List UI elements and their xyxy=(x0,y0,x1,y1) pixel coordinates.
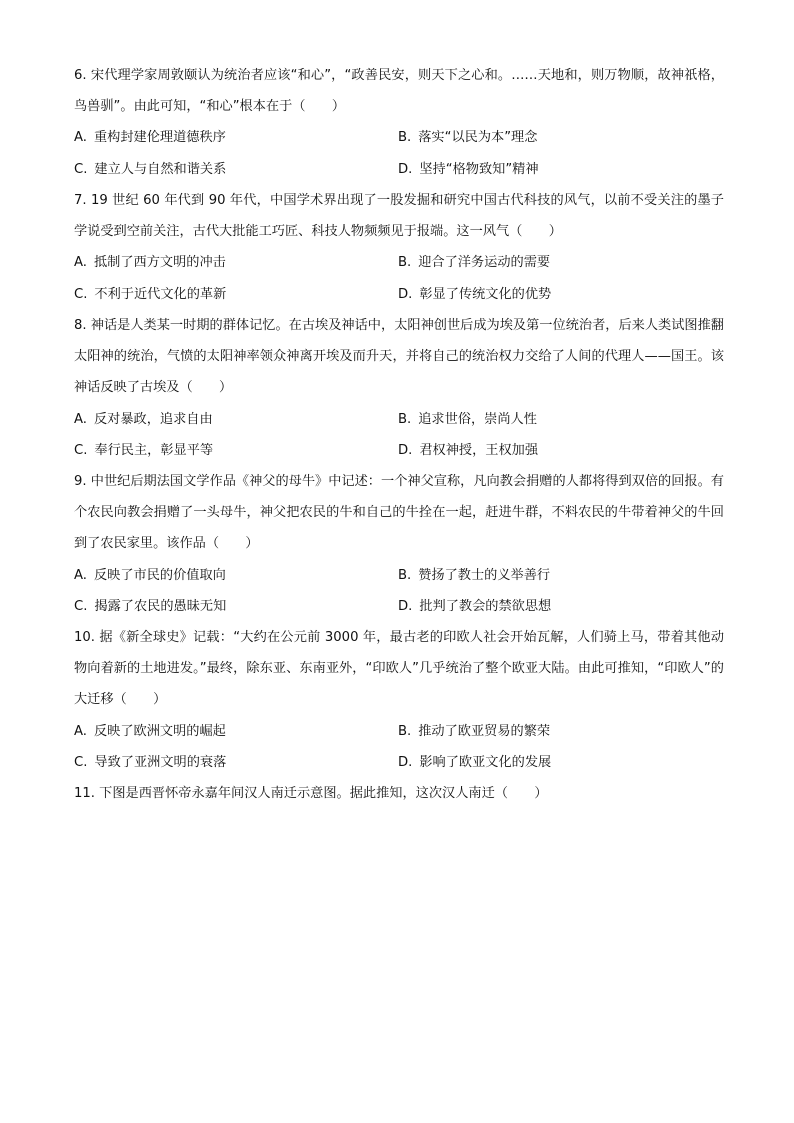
option-c[interactable]: C. 奉行民主，彰显平等 xyxy=(74,442,214,458)
question-8 xyxy=(74,310,724,466)
option-b[interactable]: B. 落实“以民为本”理念 xyxy=(398,130,538,146)
option-a[interactable]: A. 反映了市民的价值取向 xyxy=(74,567,226,583)
options xyxy=(74,404,724,466)
option-d[interactable]: D. 批判了教会的禁欲思想 xyxy=(398,598,552,614)
option-b[interactable]: B. 追求世俗，崇尚人性 xyxy=(398,411,537,427)
option-d[interactable]: D. 影响了欧亚文化的发展 xyxy=(398,754,552,770)
options xyxy=(74,122,724,184)
options xyxy=(74,716,724,778)
option-a[interactable]: A. 重构封建伦理道德秩序 xyxy=(74,130,226,146)
option-c[interactable]: C. 不利于近代文化的革新 xyxy=(74,286,227,302)
question-stem: 10. 据《新全球史》记载：“大约在公元前 3000 年，最古老的印欧人社会开始瓦解，人们骑上马，带着其他动物向着新的土地进发。”最终，除东亚、东南亚外，“印欧人”几乎统治了整个欧亚大陆。由此可推知，“印欧人”的大迁移（ ） xyxy=(74,630,724,708)
option-a[interactable]: A. 反映了欧洲文明的崛起 xyxy=(74,723,226,739)
question-stem: 9. 中世纪后期法国文学作品《神父的母牛》中记述：一个神父宣称，凡向教会捐赠的人都将得到双倍的回报。有个农民向教会捐赠了一头母牛，神父把农民的牛和自己的牛拴在一起，赶进牛群，不料农民的牛带着神父的牛回到了农民家里。该作品（ ） xyxy=(74,474,724,552)
option-c[interactable]: C. 揭露了农民的愚昧无知 xyxy=(74,598,227,614)
question-stem: 6. 宋代理学家周敦颐认为统治者应该“和心”，“政善民安，则天下之心和。……天地和，则万物顺，故神祇格，鸟兽驯”。由此可知，“和心”根本在于（ ） xyxy=(74,68,724,115)
options xyxy=(74,247,724,309)
option-d[interactable]: D. 坚持“格物致知”精神 xyxy=(398,161,539,177)
question-9 xyxy=(74,466,724,622)
option-b[interactable]: B. 赞扬了教士的义举善行 xyxy=(398,567,551,583)
option-a[interactable]: A. 抵制了西方文明的冲击 xyxy=(74,255,226,271)
question-stem: 8. 神话是人类某一时期的群体记忆。在古埃及神话中，太阳神创世后成为埃及第一位统治者，后来人类试图推翻太阳神的统治，气愤的太阳神率领众神离开埃及而升天，并将自己的统治权力交给了人间的代理人——国王。该神话反映了古埃及（ ） xyxy=(74,318,724,396)
option-c[interactable]: C. 导致了亚洲文明的衰落 xyxy=(74,754,227,770)
option-d[interactable]: D. 彰显了传统文化的优势 xyxy=(398,286,552,302)
question-11 xyxy=(74,778,724,809)
options xyxy=(74,560,724,622)
question-10 xyxy=(74,622,724,778)
option-b[interactable]: B. 推动了欧亚贸易的繁荣 xyxy=(398,723,551,739)
option-d[interactable]: D. 君权神授，王权加强 xyxy=(398,442,539,458)
question-6 xyxy=(74,60,724,185)
option-c[interactable]: C. 建立人与自然和谐关系 xyxy=(74,161,227,177)
option-a[interactable]: A. 反对暴政，追求自由 xyxy=(74,411,213,427)
question-7 xyxy=(74,185,724,310)
question-stem: 11. 下图是西晋怀帝永嘉年间汉人南迁示意图。据此推知，这次汉人南迁（ ） xyxy=(74,786,548,801)
question-stem: 7. 19 世纪 60 年代到 90 年代，中国学术界出现了一股发掘和研究中国古代科技的风气，以前不受关注的墨子学说受到空前关注，古代大批能工巧匠、科技人物频频见于报端。这一风气（ ） xyxy=(74,193,724,240)
option-b[interactable]: B. 迎合了洋务运动的需要 xyxy=(398,255,551,271)
